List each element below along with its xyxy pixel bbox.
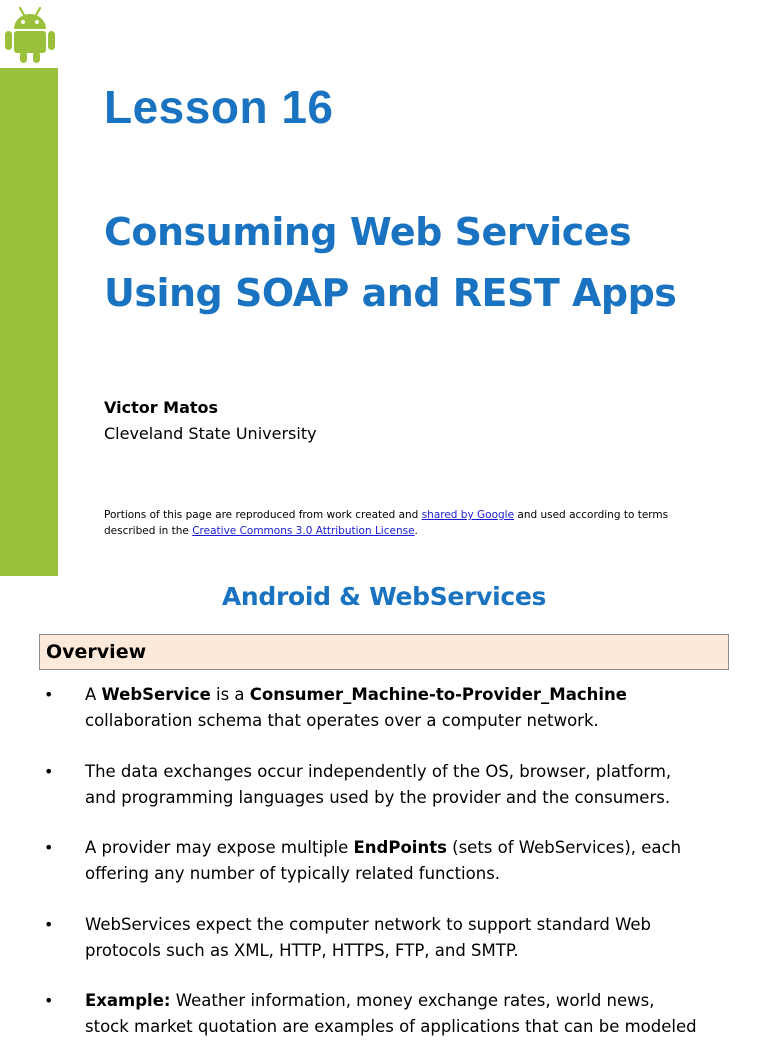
attribution-text: and used according to terms xyxy=(514,509,669,521)
bullet-text: Example: Weather information, money exchange rates, world news, stock market quotation are examples of applications that can be modeled xyxy=(85,991,697,1036)
attribution-text: Portions of this page are reproduced from work created and xyxy=(104,509,422,521)
lesson-title: Lesson 16 xyxy=(104,81,334,133)
author-affiliation: Cleveland State University xyxy=(104,424,317,443)
attribution-text: described in the xyxy=(104,525,193,537)
bullet-text: WebServices expect the computer network to support standard Web protocols such as XML, HTTP, HTTPS, FTP, and SMTP. xyxy=(85,915,652,960)
shared-by-google-link[interactable]: shared by Google xyxy=(421,509,515,521)
bullet-dot: • xyxy=(44,838,54,857)
bullet-text: A WebService is a Consumer_Machine-to-Provider_Machine collaboration schema that operates over a computer network. xyxy=(85,685,627,730)
attribution-note xyxy=(104,507,704,539)
license-link[interactable]: Creative Commons 3.0 Attribution License xyxy=(192,525,415,537)
attribution-text: . xyxy=(414,525,418,537)
slide-title xyxy=(104,202,676,324)
bullet-dot: • xyxy=(44,762,54,781)
bullet-dot: • xyxy=(44,915,54,934)
android-robot-icon xyxy=(4,4,56,64)
overview-header-box xyxy=(39,634,729,670)
side-accent-bar xyxy=(0,68,58,576)
slide-title-line-1: Consuming Web Services xyxy=(104,210,632,254)
slide-title-line-2: Using SOAP and REST Apps xyxy=(104,271,677,315)
bullet-dot: • xyxy=(44,991,54,1010)
section-title: Android & WebServices xyxy=(221,582,547,611)
bullet-text: The data exchanges occur independently of the OS, browser, platform, and programming languages used by the provider and the consumers. xyxy=(85,762,672,807)
overview-label: Overview xyxy=(46,641,147,663)
bullet-dot: • xyxy=(44,685,54,704)
author-name: Victor Matos xyxy=(104,398,219,417)
bullet-text: A provider may expose multiple EndPoints (sets of WebServices), each offering any number of typically related functions. xyxy=(85,838,682,883)
